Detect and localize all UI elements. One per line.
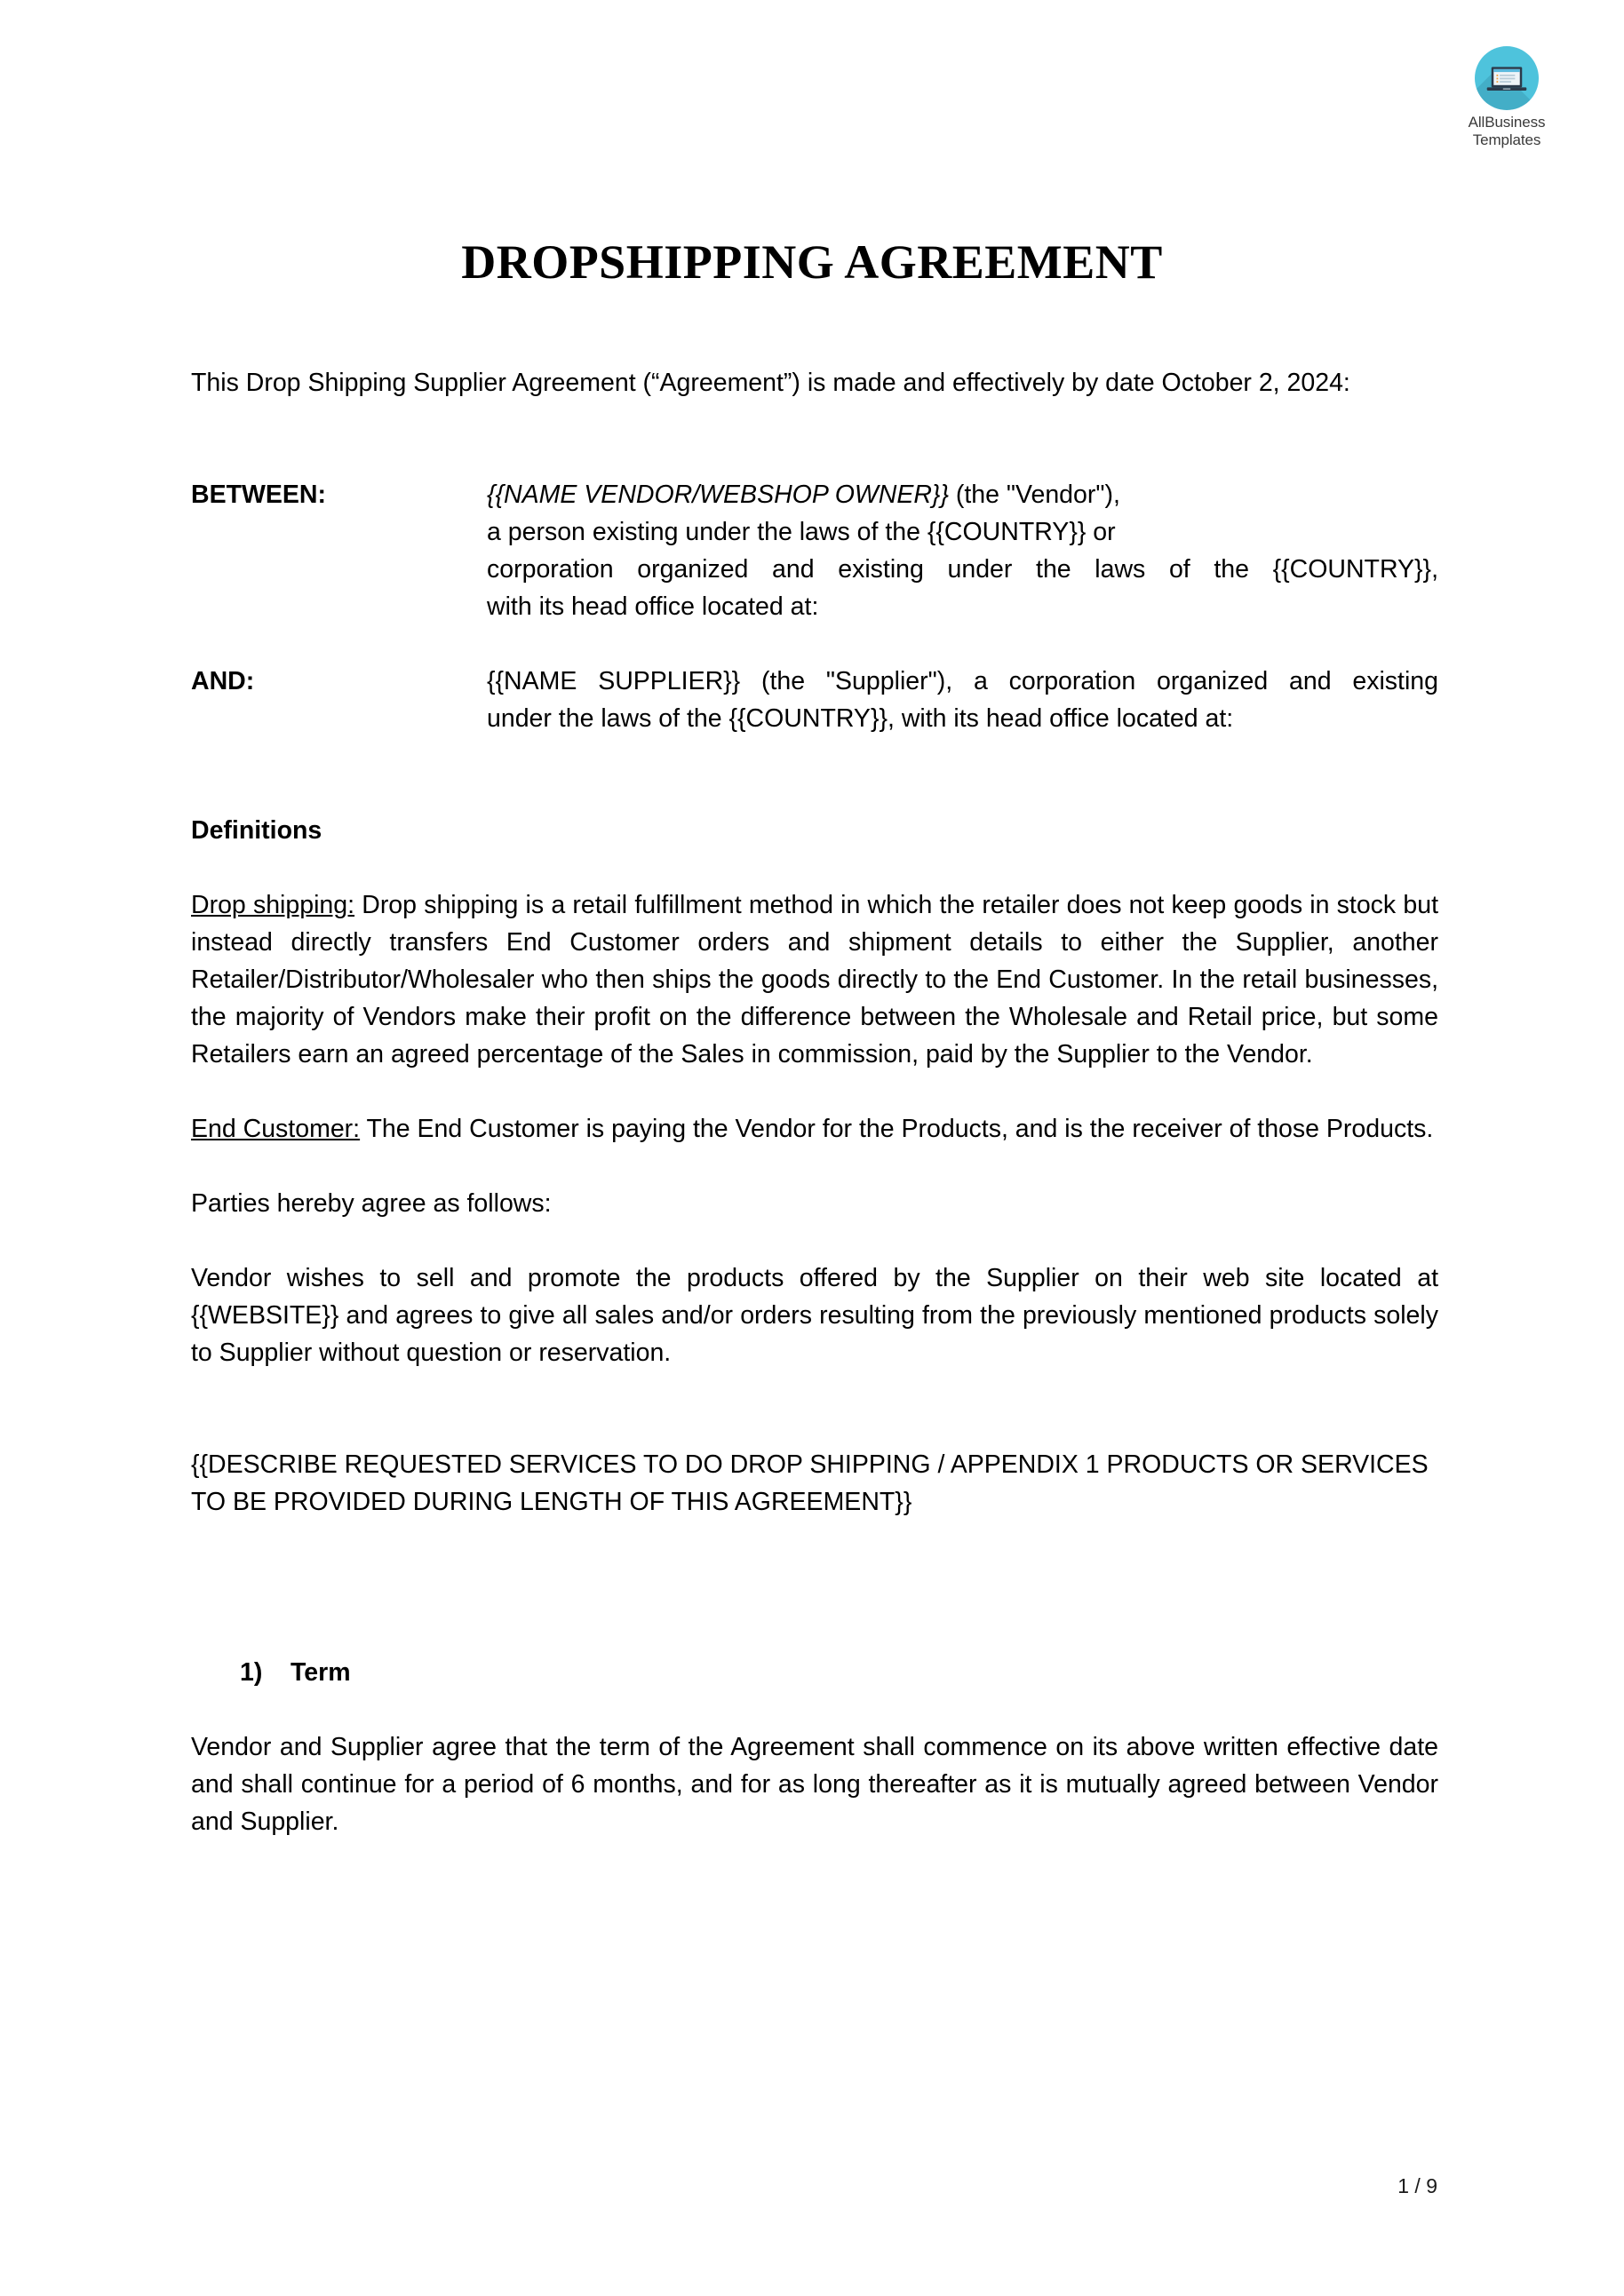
spacer <box>191 1073 1438 1110</box>
party-line: a person existing under the laws of the {{COUNTRY}} or <box>487 518 1116 546</box>
definition-term: Drop shipping: <box>191 891 355 919</box>
spacer <box>191 625 1438 663</box>
spacer <box>191 1691 1438 1728</box>
party-line <box>487 476 1438 513</box>
describe-services-block: {{DESCRIBE REQUESTED SERVICES TO DO DROP SHIPPING / APPENDIX 1 PRODUCTS OR SERVICES TO BE PROVIDED DURING LENGTH OF THIS AGREEMENT}} <box>191 1450 1429 1516</box>
definitions-heading: Definitions <box>191 816 322 845</box>
party-value-between <box>487 476 1438 625</box>
spacer <box>191 1371 1438 1446</box>
party-row-and <box>191 663 1438 737</box>
vendor-wishes-paragraph: Vendor wishes to sell and promote the products offered by the Supplier on their web site located at {{WEBSITE}} and agrees to give all sales and/or orders resulting from the previously mentioned products solely to Supplier without question or reservation. <box>191 1264 1438 1367</box>
parties-agree-line: Parties hereby agree as follows: <box>191 1189 552 1218</box>
party-label-between: BETWEEN: <box>191 481 326 509</box>
intro-paragraph: This Drop Shipping Supplier Agreement (“Agreement”) is made and effectively by date October 2, 2024: <box>191 369 1350 397</box>
party-line: with its head office located at: <box>487 592 819 621</box>
section-number: 1) <box>240 1658 263 1687</box>
section-heading-term <box>191 1654 1438 1691</box>
section-body-term: Vendor and Supplier agree that the term of the Agreement shall commence on its above written effective date and shall continue for a period of 6 months, and for as long thereafter as it is mutually agreed between Vendor and Supplier. <box>191 1733 1438 1836</box>
spacer <box>191 401 1438 476</box>
document-body <box>191 364 1438 1840</box>
logo-text-line1: AllBusiness <box>1468 114 1546 131</box>
party-value-and <box>487 663 1438 737</box>
spacer <box>191 737 1438 812</box>
definition-term: End Customer: <box>191 1115 361 1143</box>
party-label-and: AND: <box>191 667 255 695</box>
section-title: Term <box>291 1658 351 1687</box>
page-title: DROPSHIPPING AGREEMENT <box>461 235 1163 289</box>
party-line: corporation organized and existing under the laws of the {{COUNTRY}}, <box>487 555 1438 584</box>
definition-end-customer <box>191 1110 1438 1148</box>
spacer <box>191 849 1438 886</box>
allbusiness-templates-logo <box>1418 46 1596 149</box>
party-line: under the laws of the {{COUNTRY}}, with its head office located at: <box>487 704 1234 733</box>
party-row-between <box>191 476 1438 625</box>
definition-text: Drop shipping is a retail fulfillment method in which the retailer does not keep goods in stock but instead directly transfers End Customer orders and shipment details to either the Supplier, another Retailer/Distributor/Wholesaler who then ships the goods directly to the End Customer. In the retail businesses, the majority of Vendors make their profit on the difference between the Wholesale and Retail price, but some Retailers earn an agreed percentage of the Sales in commission, paid by the Supplier to the Vendor. <box>191 891 1438 1069</box>
spacer <box>191 1148 1438 1185</box>
definition-text: The End Customer is paying the Vendor for the Products, and is the receiver of those Products. <box>360 1115 1434 1143</box>
page-number: 1 / 9 <box>1397 2174 1437 2197</box>
party-line: {{NAME SUPPLIER}} (the "Supplier"), a corporation organized and existing <box>487 667 1438 695</box>
definition-drop-shipping <box>191 886 1438 1073</box>
vendor-suffix: (the "Vendor"), <box>948 481 1120 509</box>
spacer <box>191 1222 1438 1259</box>
laptop-icon <box>1475 46 1539 110</box>
logo-text-line2: Templates <box>1472 131 1541 148</box>
vendor-placeholder: {{NAME VENDOR/WEBSHOP OWNER}} <box>487 481 949 509</box>
laptop-glyph <box>1486 66 1527 94</box>
spacer <box>191 1521 1438 1654</box>
